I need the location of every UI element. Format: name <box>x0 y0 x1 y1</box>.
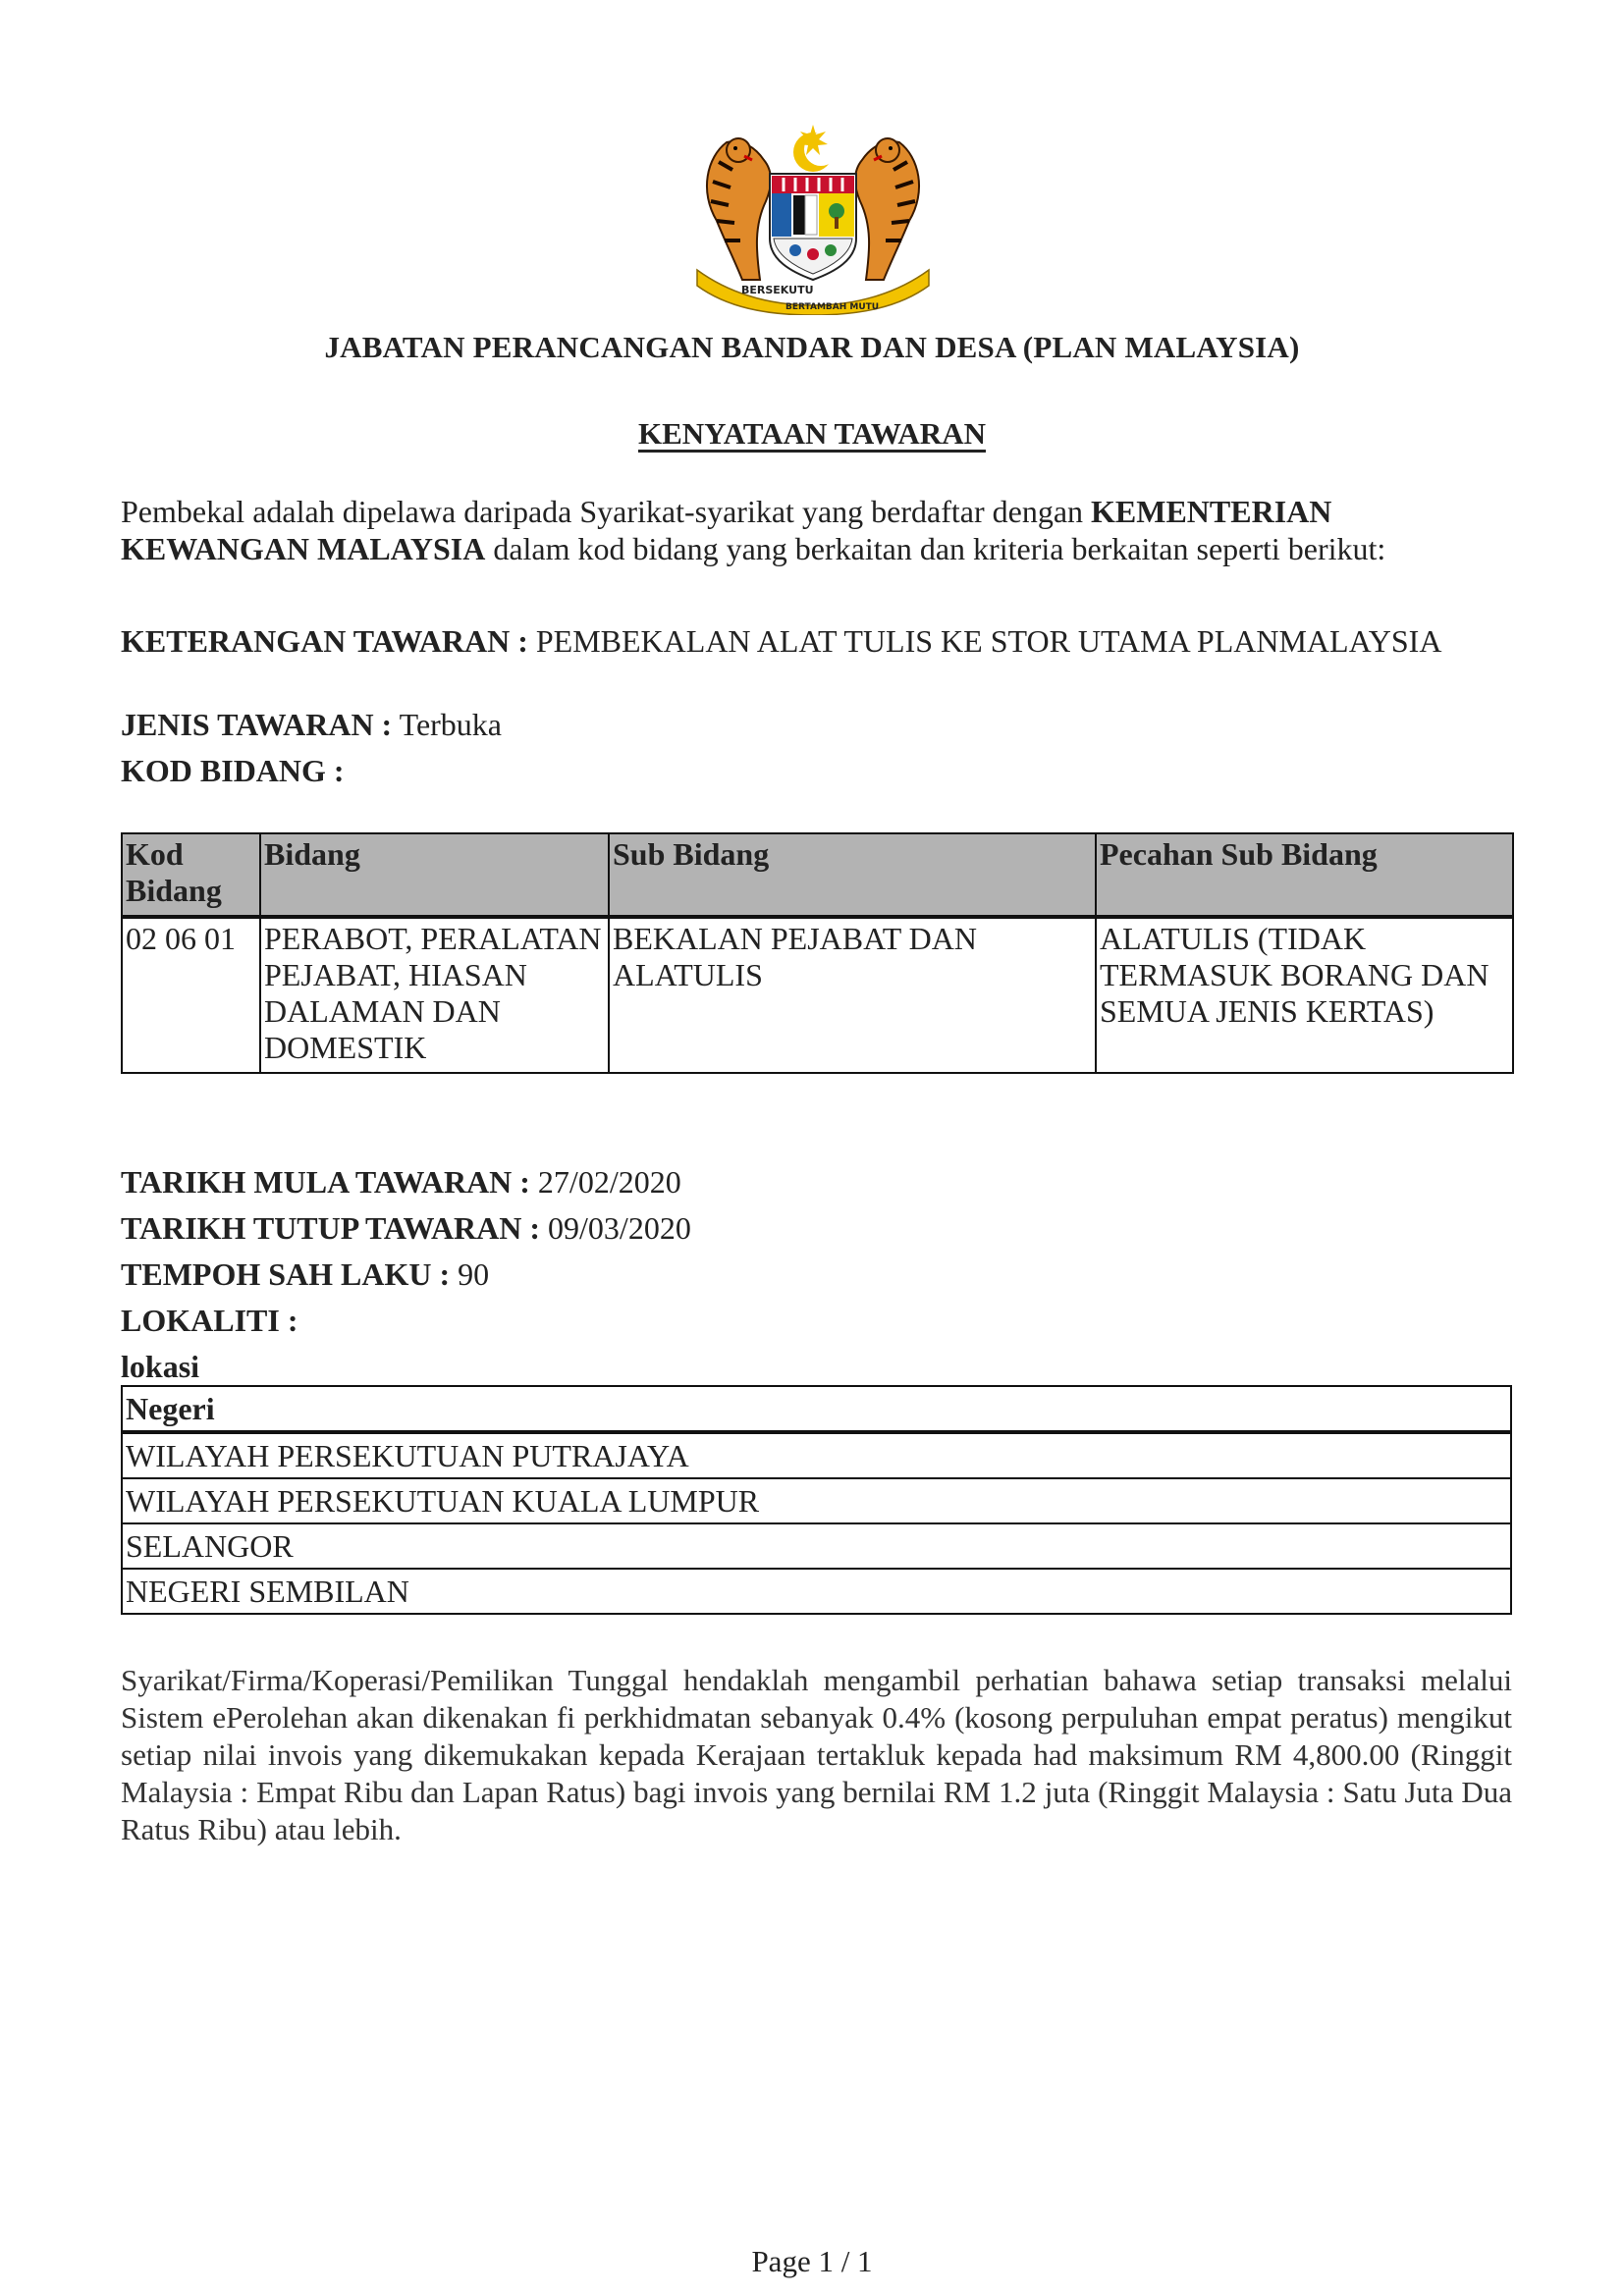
crest-motto-left: BERSEKUTU <box>741 284 814 296</box>
table-row <box>122 1478 1511 1523</box>
keterangan-label: KETERANGAN TAWARAN : <box>121 623 528 659</box>
keterangan-value: PEMBEKALAN ALAT TULIS KE STOR UTAMA PLANMALAYSIA <box>535 623 1442 659</box>
lokasi-caption: lokasi <box>121 1349 200 1384</box>
cell-bidang: PERABOT, PERALATAN PEJABAT, HIASAN DALAMAN DAN DOMESTIK <box>260 917 609 1073</box>
table-row <box>122 1432 1511 1478</box>
negeri-cell: WILAYAH PERSEKUTUAN KUALA LUMPUR <box>122 1478 1511 1523</box>
malaysia-coat-of-arms-icon <box>687 123 939 315</box>
fee-notice-paragraph: Syarikat/Firma/Koperasi/Pemilikan Tunggal hendaklah mengambil perhatian bahawa setiap transaksi melalui Sistem ePerolehan akan dikenakan fi perkhidmatan sebanyak 0.4% (kosong perpuluhan empat peratus) mengikut setiap nilai invois yang dikemukakan kepada Kerajaan tertakluk kepada had maksimum RM 4,800.00 (Ringgit Malaysia : Empat Ribu dan Lapan Ratus) bagi invois yang bernilai RM 1.2 juta (Ringgit Malaysia : Satu Juta Dua Ratus Ribu) atau lebih. <box>121 1663 1512 1846</box>
jenis-tawaran <box>121 706 1515 743</box>
agency-name: JABATAN PERANCANGAN BANDAR DAN DESA (PLAN MALAYSIA) <box>324 330 1300 364</box>
kod-bidang-label: KOD BIDANG : <box>121 753 345 788</box>
lokaliti-label: LOKALITI : <box>121 1303 298 1338</box>
tutup-label: TARIKH TUTUP TAWARAN : <box>121 1210 541 1246</box>
tarikh-tutup <box>121 1209 1515 1247</box>
kod-bidang-heading <box>121 752 1515 789</box>
lokasi-table <box>121 1385 1512 1615</box>
negeri-cell: NEGERI SEMBILAN <box>122 1569 1511 1614</box>
lokaliti-heading <box>121 1302 1515 1339</box>
negeri-cell: WILAYAH PERSEKUTUAN PUTRAJAYA <box>122 1432 1511 1478</box>
intro-text-1: Pembekal adalah dipelawa daripada Syarikat-syarikat yang berdaftar dengan <box>121 494 1092 529</box>
table-row <box>122 1569 1511 1614</box>
document-title: KENYATAAN TAWARAN <box>638 416 986 451</box>
crest-motto-right: BERTAMBAH MUTU <box>785 302 880 312</box>
header-sub-bidang: Sub Bidang <box>609 833 1096 917</box>
tempoh-sah-laku <box>121 1255 1515 1293</box>
table-row <box>122 1523 1511 1569</box>
tempoh-label: TEMPOH SAH LAKU : <box>121 1256 451 1292</box>
tempoh-value: 90 <box>458 1256 490 1292</box>
header-negeri: Negeri <box>122 1386 1511 1432</box>
intro-paragraph <box>121 493 1515 567</box>
header-bidang: Bidang <box>260 833 609 917</box>
page-number: Page 1 / 1 <box>751 2244 873 2278</box>
intro-text-2: dalam kod bidang yang berkaitan dan kriteria berkaitan seperti berikut: <box>485 531 1386 566</box>
header-pecahan-sub-bidang: Pecahan Sub Bidang <box>1096 833 1513 917</box>
tutup-value: 09/03/2020 <box>548 1210 691 1246</box>
mula-label: TARIKH MULA TAWARAN : <box>121 1164 530 1200</box>
mula-value: 27/02/2020 <box>537 1164 681 1200</box>
tarikh-mula <box>121 1163 1515 1201</box>
header-kod-bidang: Kod Bidang <box>122 833 260 917</box>
kod-table-header-row <box>122 833 1513 917</box>
table-row <box>122 917 1513 1073</box>
negeri-cell: SELANGOR <box>122 1523 1511 1569</box>
kod-bidang-table <box>121 832 1514 1074</box>
cell-sub-bidang: BEKALAN PEJABAT DAN ALATULIS <box>609 917 1096 1073</box>
keterangan-tawaran <box>121 622 1515 660</box>
jenis-label: JENIS TAWARAN : <box>121 707 393 742</box>
cell-pecahan: ALATULIS (TIDAK TERMASUK BORANG DAN SEMUA JENIS KERTAS) <box>1096 917 1513 1073</box>
lokasi-header-row <box>122 1386 1511 1432</box>
cell-kod: 02 06 01 <box>122 917 260 1073</box>
intro-ministry: KEMENTERIAN KEWANGAN MALAYSIA <box>121 494 1332 566</box>
jenis-value: Terbuka <box>399 707 502 742</box>
